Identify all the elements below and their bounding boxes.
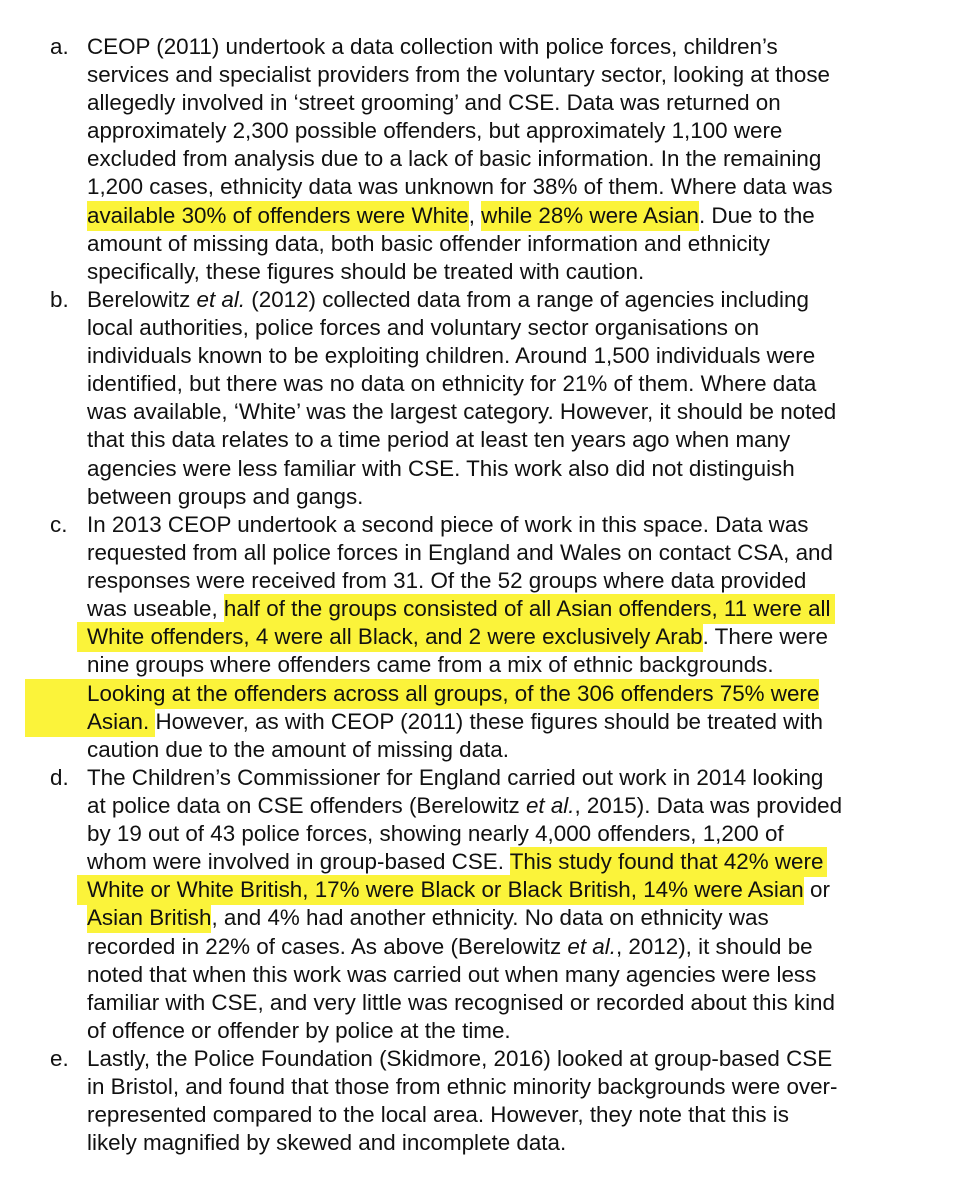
text-run: in Bristol, and found that those from ethnic minority backgrounds were over- — [87, 1074, 838, 1100]
text-run: caution due to the amount of missing data. — [87, 736, 509, 762]
text-line — [87, 651, 937, 679]
text-line — [87, 1017, 937, 1045]
highlighted-text: Looking at the offenders across all groups, of the 306 offenders 75% were — [25, 679, 819, 709]
text-line — [87, 145, 937, 173]
text-run: that this data relates to a time period at least ten years ago when many — [87, 427, 791, 453]
text-line — [87, 1073, 937, 1101]
text-line — [87, 426, 937, 454]
text-line — [87, 1101, 937, 1129]
text-run: In 2013 CEOP undertook a second piece of work in this space. Data was — [87, 512, 809, 537]
italic-text: et al. — [567, 933, 616, 959]
text-line — [87, 483, 937, 511]
text-line — [87, 680, 937, 708]
text-line — [87, 89, 937, 117]
text-line — [87, 398, 937, 426]
text-line — [87, 792, 937, 820]
list-marker: c. — [50, 512, 68, 537]
text-run: , — [468, 202, 482, 228]
text-line — [87, 286, 937, 314]
text-run: The Children’s Commissioner for England carried out work in 2014 looking — [87, 765, 824, 790]
text-run: , and 4% had another ethnicity. No data on ethnicity was — [211, 905, 769, 931]
text-line — [87, 595, 937, 623]
text-run: However, as with CEOP (2011) these figures should be treated with — [155, 708, 823, 734]
italic-text: et al. — [525, 793, 575, 819]
text-line — [87, 567, 937, 595]
text-line — [87, 820, 937, 848]
text-run: local authorities, police forces and voluntary sector organisations on — [87, 315, 760, 341]
text-run: individuals known to be exploiting children. Around 1,500 individuals were — [87, 343, 816, 369]
text-line — [87, 736, 937, 764]
italic-text: et al. — [196, 287, 246, 312]
text-run: , 2015). Data was provided — [574, 793, 843, 819]
text-run: at police data on CSE offenders (Berelowitz — [87, 793, 526, 819]
highlighted-text: White or White British, 17% were Black or Black British, 14% were Asian — [77, 875, 804, 905]
text-run: between groups and gangs. — [87, 483, 364, 509]
text-run: identified, but there was no data on ethnicity for 21% of them. Where data — [87, 371, 817, 397]
text-line — [87, 989, 937, 1017]
highlighted-text: while 28% were Asian — [481, 201, 699, 231]
text-run: represented compared to the local area. However, they note that this is — [87, 1102, 789, 1128]
text-run: specifically, these figures should be treated with caution. — [87, 258, 645, 284]
text-run: Lastly, the Police Foundation (Skidmore, 2016) looked at group-based CSE — [87, 1046, 833, 1071]
text-line — [87, 764, 937, 792]
text-run: familiar with CSE, and very little was recognised or recorded about this kind — [87, 989, 835, 1015]
text-line — [87, 904, 937, 932]
text-run: . Due to the — [698, 202, 815, 228]
highlighted-text: Asian. — [25, 707, 155, 737]
text-run: . There were — [702, 624, 828, 650]
text-line — [87, 258, 937, 286]
paragraph-text — [87, 33, 937, 286]
text-run: Berelowitz — [87, 287, 197, 312]
highlighted-text: White offenders, 4 were all Black, and 2 were exclusively Arab — [77, 622, 703, 652]
text-line — [87, 61, 937, 89]
text-line — [87, 623, 937, 651]
text-run: allegedly involved in ‘street grooming’ and CSE. Data was returned on — [87, 90, 781, 116]
text-run: by 19 out of 43 police forces, showing nearly 4,000 offenders, 1,200 of — [87, 821, 784, 847]
text-line — [87, 848, 937, 876]
highlighted-text: Asian British — [87, 903, 211, 933]
text-line — [87, 230, 937, 258]
text-run: 1,200 cases, ethnicity data was unknown for 38% of them. Where data was — [87, 174, 833, 200]
text-run: was available, ‘White’ was the largest category. However, it should be noted — [87, 399, 837, 425]
text-run: recorded in 22% of cases. As above (Berelowitz — [87, 933, 568, 959]
text-run: responses were received from 31. Of the 52 groups where data provided — [87, 568, 807, 594]
text-line — [87, 314, 937, 342]
list-marker: a. — [50, 34, 69, 59]
text-line — [87, 173, 937, 201]
text-run: whom were involved in group-based CSE. — [87, 849, 510, 875]
text-line — [87, 511, 937, 539]
list-marker: e. — [50, 1046, 69, 1071]
text-run: approximately 2,300 possible offenders, but approximately 1,100 were — [87, 118, 783, 144]
text-run: agencies were less familiar with CSE. This work also did not distinguish — [87, 455, 795, 481]
text-line — [87, 539, 937, 567]
text-line — [87, 1045, 937, 1073]
text-run: nine groups where offenders came from a mix of ethnic backgrounds. — [87, 652, 774, 678]
text-run: likely magnified by skewed and incomplete data. — [87, 1130, 567, 1156]
text-run: excluded from analysis due to a lack of basic information. In the remaining — [87, 146, 822, 172]
text-run: (2012) collected data from a range of agencies including — [245, 287, 809, 312]
highlighted-text: half of the groups consisted of all Asian offenders, 11 were all — [224, 594, 835, 624]
text-line — [87, 33, 937, 61]
paragraph-text — [87, 511, 937, 764]
text-line — [87, 961, 937, 989]
text-run: amount of missing data, both basic offender information and ethnicity — [87, 230, 770, 256]
text-run: noted that when this work was carried out when many agencies were less — [87, 961, 817, 987]
text-line — [87, 933, 937, 961]
text-line — [87, 876, 937, 904]
text-line — [87, 455, 937, 483]
paragraph-text — [87, 286, 937, 511]
text-run: requested from all police forces in England and Wales on contact CSA, and — [87, 540, 833, 566]
paragraph-text — [87, 764, 937, 1045]
text-run: services and specialist providers from the voluntary sector, looking at those — [87, 62, 830, 88]
text-line — [87, 1129, 937, 1157]
text-run: or — [803, 877, 830, 903]
text-line — [87, 342, 937, 370]
text-line — [87, 202, 937, 230]
text-line — [87, 370, 937, 398]
text-run: was useable, — [87, 596, 224, 622]
text-run: of offence or offender by police at the time. — [87, 1017, 511, 1043]
text-line — [87, 708, 937, 736]
highlighted-text: This study found that 42% were — [510, 847, 828, 877]
text-run: CEOP (2011) undertook a data collection with police forces, children’s — [87, 34, 778, 59]
list-marker: d. — [50, 765, 69, 790]
paragraph-text — [87, 1045, 937, 1157]
text-run: , 2012), it should be — [615, 933, 813, 959]
text-line — [87, 117, 937, 145]
list-marker: b. — [50, 287, 69, 312]
highlighted-text: available 30% of offenders were White — [87, 201, 469, 231]
